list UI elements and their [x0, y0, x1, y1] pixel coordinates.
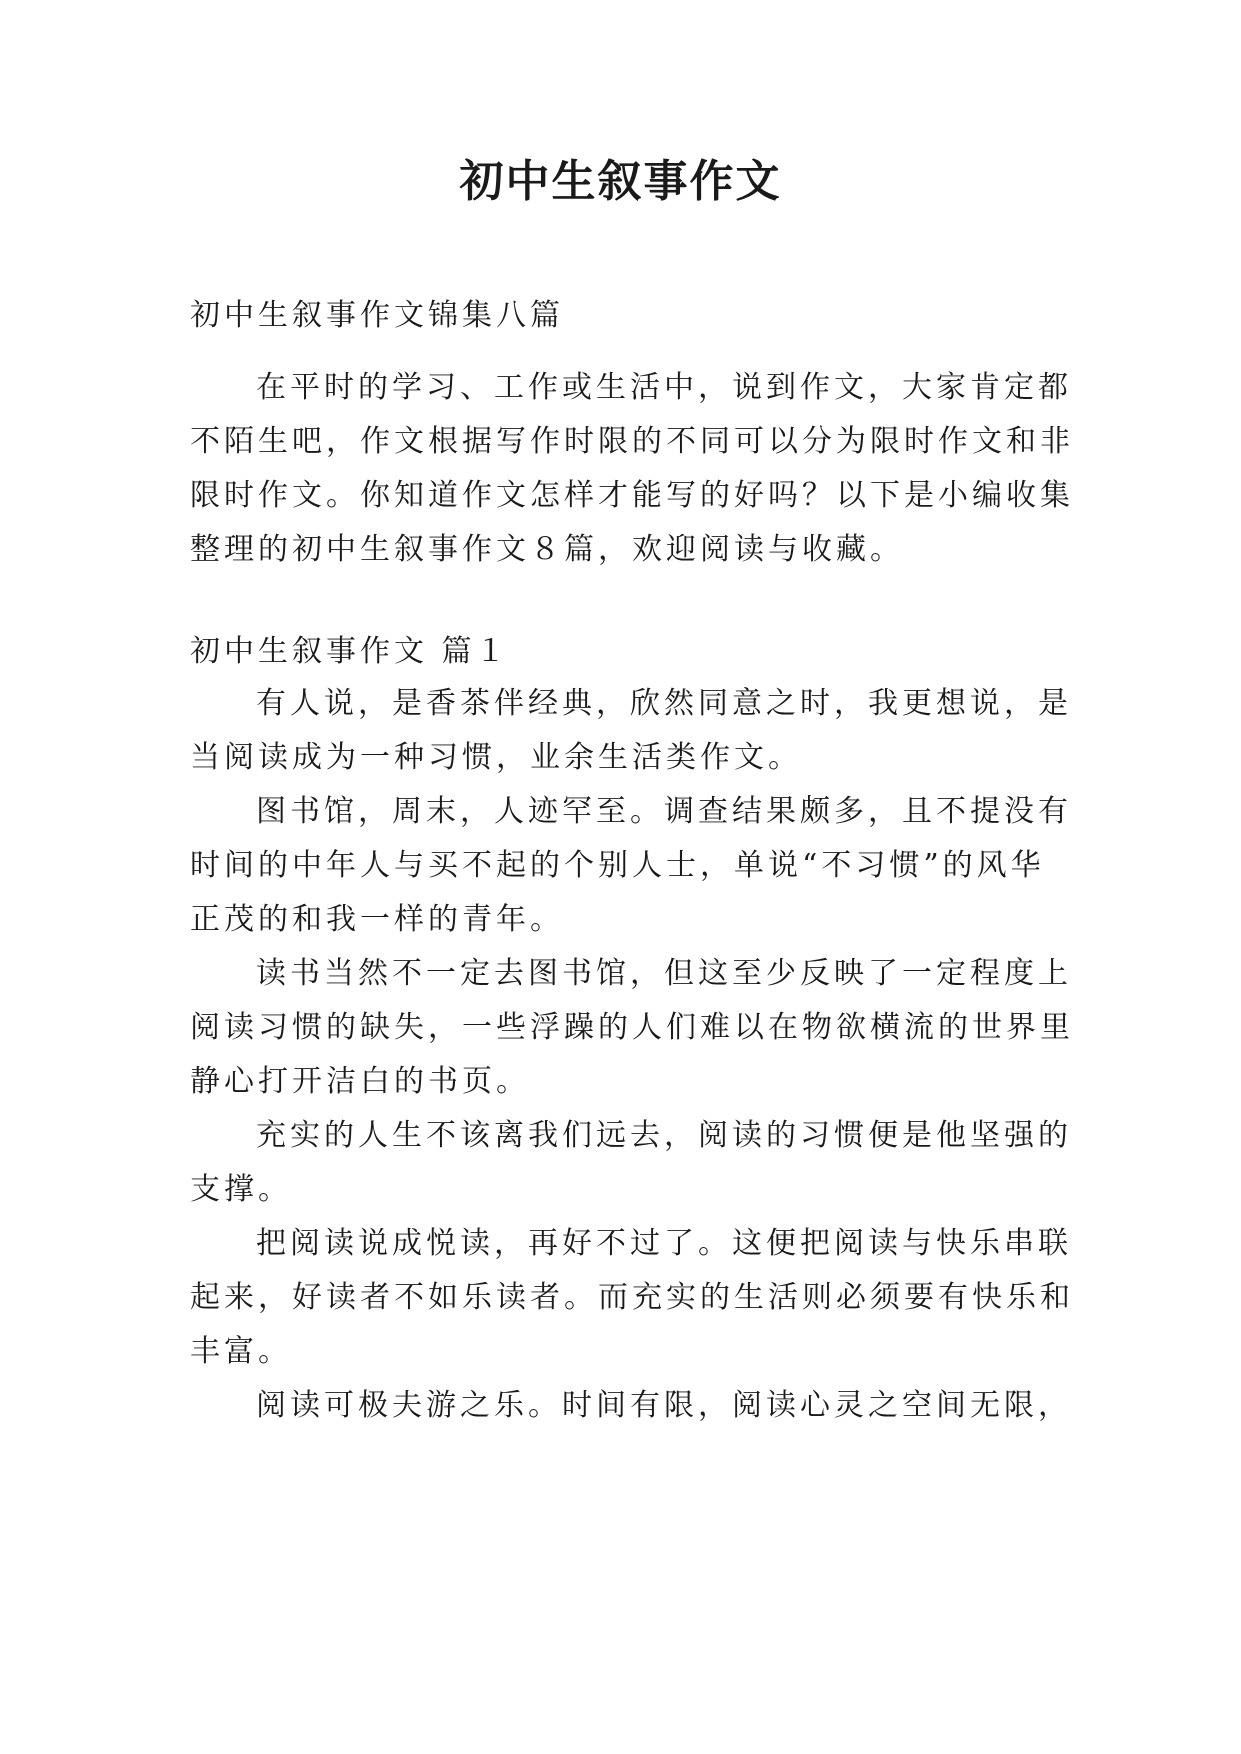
- intro-line: 限时作文。你知道作文怎样才能写的好吗？以下是小编收集: [190, 478, 1074, 513]
- section-heading: 初中生叙事作文 篇１: [190, 634, 510, 669]
- body-line: 阅读可极夫游之乐。时间有限，阅读心灵之空间无限，: [256, 1388, 1072, 1423]
- body-line: 阅读习惯的缺失，一些浮躁的人们难以在物欲横流的世界里: [190, 1010, 1074, 1045]
- body-line: 有人说，是香茶伴经典，欣然同意之时，我更想说，是: [256, 686, 1072, 721]
- body-line: 时间的中年人与买不起的个别人士，单说“不习惯”的风华: [190, 848, 1045, 883]
- intro-line: 整理的初中生叙事作文８篇，欢迎阅读与收藏。: [190, 532, 904, 567]
- body-line: 当阅读成为一种习惯，业余生活类作文。: [190, 740, 802, 775]
- body-line: 把阅读说成悦读，再好不过了。这便把阅读与快乐串联: [256, 1226, 1072, 1261]
- body-line: 丰富。: [190, 1334, 292, 1369]
- body-line: 正茂的和我一样的青年。: [190, 902, 564, 937]
- intro-line: 在平时的学习、工作或生活中，说到作文，大家肯定都: [256, 370, 1072, 405]
- document-subtitle: 初中生叙事作文锦集八篇: [190, 298, 564, 333]
- document-title: 初中生叙事作文: [459, 156, 782, 207]
- body-line: 读书当然不一定去图书馆，但这至少反映了一定程度上: [256, 956, 1072, 991]
- body-line: 充实的人生不该离我们远去，阅读的习惯便是他坚强的: [256, 1118, 1072, 1153]
- body-line: 起来，好读者不如乐读者。而充实的生活则必须要有快乐和: [190, 1280, 1074, 1315]
- body-line: 静心打开洁白的书页。: [190, 1064, 530, 1099]
- body-line: 图书馆，周末，人迹罕至。调查结果颇多，且不提没有: [256, 794, 1072, 829]
- body-line: 支撑。: [190, 1172, 292, 1207]
- intro-line: 不陌生吧，作文根据写作时限的不同可以分为限时作文和非: [190, 424, 1074, 459]
